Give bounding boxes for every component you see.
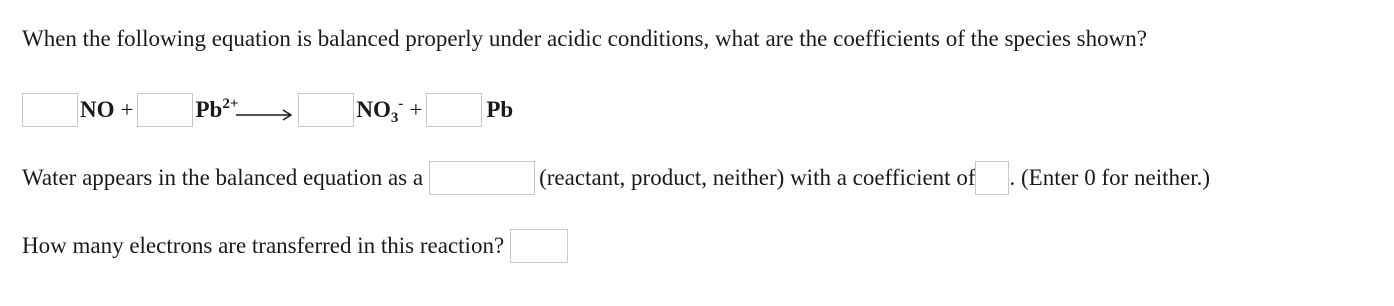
coefficient-input-pb[interactable]	[426, 93, 482, 127]
question-text	[22, 26, 1147, 52]
coefficient-input-pb2plus[interactable]	[137, 93, 193, 127]
water-coefficient-input[interactable]	[975, 161, 1009, 195]
plus-sign-2: +	[409, 97, 423, 122]
water-suffix: . (Enter 0 for neither.)	[1009, 165, 1211, 190]
equation-row	[22, 91, 513, 129]
species-pb2plus-charge: 2+	[222, 96, 239, 112]
species-pb2plus	[195, 97, 238, 123]
plus-sign-1: +	[120, 97, 134, 122]
electrons-question: How many electrons are transferred in this reaction?	[22, 233, 505, 258]
electrons-input[interactable]	[510, 229, 568, 263]
species-pb2plus-base: Pb	[195, 97, 223, 122]
coefficient-input-no3minus[interactable]	[298, 93, 354, 127]
species-no: NO	[80, 97, 115, 122]
water-prefix: Water appears in the balanced equation as a	[22, 165, 424, 190]
species-no3minus-subscript: 3	[390, 110, 399, 126]
species-no3minus	[356, 96, 404, 126]
species-no3minus-charge: -	[398, 96, 404, 112]
water-row	[22, 160, 1210, 196]
electrons-row	[22, 228, 568, 264]
water-options: (reactant, product, neither) with a coefficient of	[539, 165, 976, 190]
species-pb: Pb	[486, 97, 514, 122]
coefficient-input-no[interactable]	[22, 93, 78, 127]
right-arrow-icon	[236, 102, 294, 122]
water-role-input[interactable]	[429, 161, 535, 195]
question-label: When the following equation is balanced properly under acidic conditions, what are the coefficients of the species shown?	[22, 26, 1147, 51]
species-no3minus-base: NO	[356, 97, 391, 122]
